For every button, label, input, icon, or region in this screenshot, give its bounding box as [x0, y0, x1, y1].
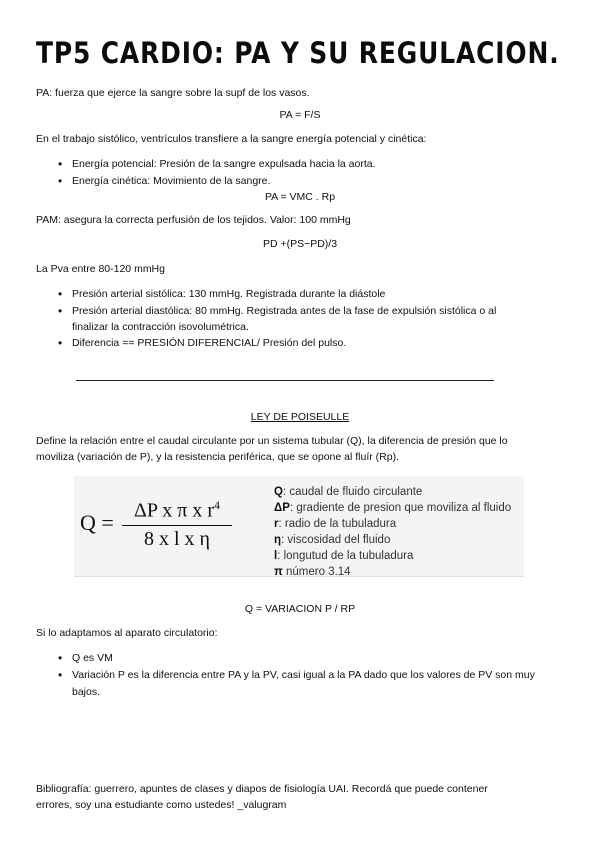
rango-pva: La Pva entre 80-120 mmHg	[36, 263, 165, 275]
bibliografia-line: Bibliografía: guerrero, apuntes de clases y diapos de fisiología UAI. Recordá que puede contener	[36, 783, 488, 795]
list-item: • Q es VM	[72, 651, 113, 665]
formula-legend-item: Q: caudal de fluido circulante	[274, 486, 423, 498]
pam-definition: PAM: asegura la correcta perfusión de los tejidos. Valor: 100 mmHg	[36, 214, 351, 226]
formula-numerator: ΔP x π x $r^4$	[122, 498, 232, 526]
list-item: • Presión arterial sistólica: 130 mmHg. Registrada durante la diástole	[72, 287, 385, 301]
poiseuille-formula-image	[74, 476, 524, 577]
q-formula: Q = VARIACION P / RP	[244, 603, 356, 615]
formula-lhs: Q =	[80, 510, 114, 535]
pa-vmc-formula: PA = VMC . Rp	[264, 191, 336, 203]
ley-definition-line: moviliza (variación de P), y la resistencia periférica, que se opone al fluír (Rp).	[36, 451, 399, 463]
section-divider	[76, 380, 494, 381]
pa-formula: PA = F/S	[279, 109, 321, 121]
pam-formula: PD +(PS−PD)/3	[262, 238, 338, 250]
list-item: • Energía potencial: Presión de la sangre expulsada hacia la aorta.	[72, 157, 376, 171]
formula-denominator: 8 x l x η	[143, 527, 210, 550]
formula-legend-item: l: longutud de la tubuladura	[274, 550, 414, 562]
adaptamos-text: Si lo adaptamos al aparato circulatorio:	[36, 627, 218, 639]
formula-fraction	[122, 498, 232, 551]
formula-legend-item: r: radio de la tubuladura	[274, 518, 397, 530]
ley-title: LEY DE POISEULLE	[250, 411, 350, 423]
list-item-continuation: bajos.	[72, 686, 101, 698]
formula-legend-item: η: viscosidad del fluido	[274, 534, 391, 546]
trabajo-sistolico: En el trabajo sistólico, ventrículos transfiere a la sangre energía potencial y cinética:	[36, 133, 427, 145]
list-item-continuation: finalizar la contracción isovolumétrica.	[72, 321, 249, 333]
bibliografia-line: errores, soy una estudiante como ustedes! _valugram	[36, 799, 287, 811]
page-title: TP5 CARDIO: PA Y SU REGULACION.	[36, 36, 560, 70]
pa-definition: PA: fuerza que ejerce la sangre sobre la supf de los vasos.	[36, 87, 310, 99]
formula-legend-item: ΔP: gradiente de presion que moviliza al fluido	[274, 502, 512, 514]
list-item: • Diferencia == PRESIÓN DIFERENCIAL/ Presión del pulso.	[72, 336, 346, 350]
list-item: • Presión arterial diastólica: 80 mmHg. Registrada antes de la fase de expulsión sistólica o al	[72, 304, 496, 318]
ley-definition-line: Define la relación entre el caudal circulante por un sistema tubular (Q), la diferencia de presión que lo	[36, 435, 508, 447]
formula-legend-item: π número 3.14	[274, 566, 351, 578]
list-item: • Energía cinética: Movimiento de la sangre.	[72, 174, 270, 188]
list-item: • Variación P es la diferencia entre PA y la PV, casi igual a la PA dado que los valores de PV son muy	[72, 668, 535, 682]
